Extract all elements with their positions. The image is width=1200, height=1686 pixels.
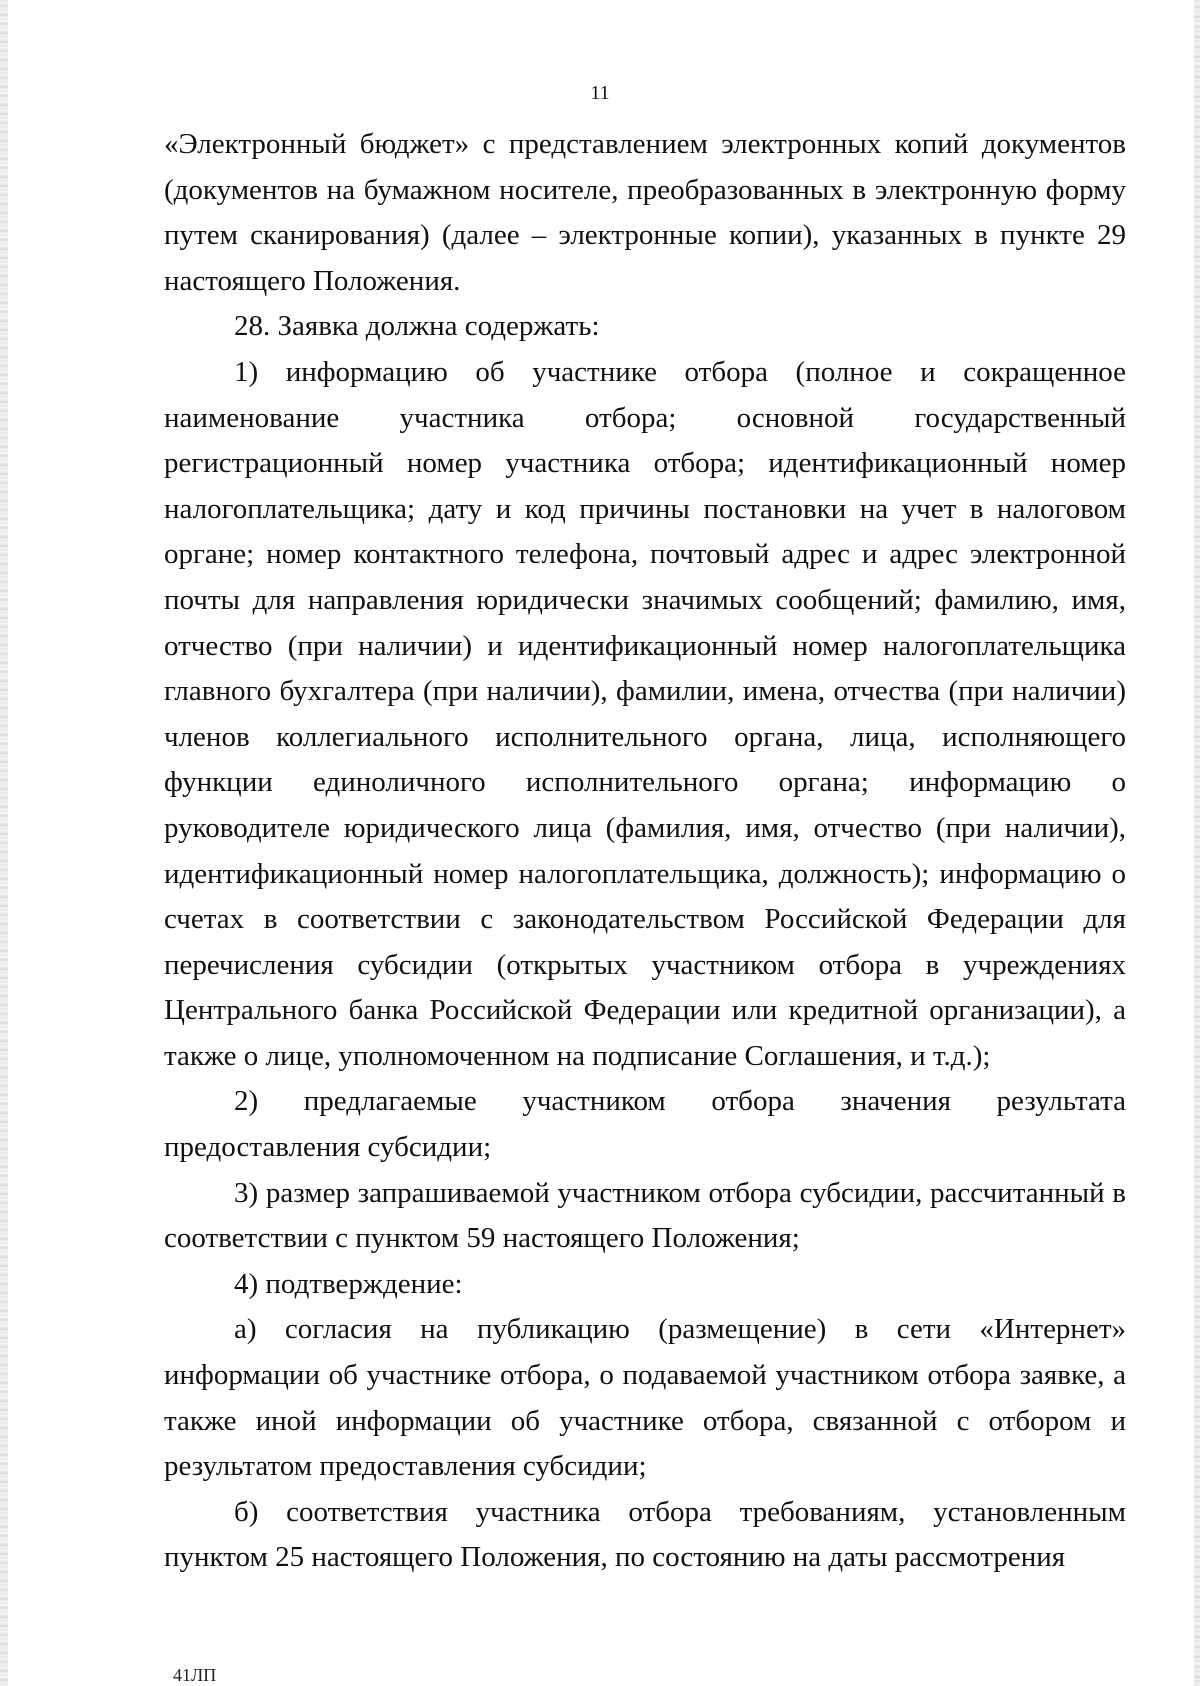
scan-edge-right <box>1194 0 1200 1686</box>
document-body <box>164 122 1126 1581</box>
paragraph-subitem-1: 1) информацию об участнике отбора (полное и сокращенное наименование участника отбора; основной государственный регистрационный номер участника отбора; идентификационный номер налогоплательщика; дату и код причины постановки на учет в налоговом органе; номер контактного телефона, почтовый адрес и адрес электронной почты для направления юридически значимых сообщений; фамилию, имя, отчество (при наличии) и идентификационный номер налогоплательщика главного бухгалтера (при наличии), фамилии, имена, отчества (при наличии) членов коллегиального исполнительного органа, лица, исполняющего функции единоличного исполнительного органа; информацию о руководителе юридического лица (фамилия, имя, отчество (при наличии), идентификационный номер налогоплательщика, должность); информацию о счетах в соответствии с законодательством Российской Федерации для перечисления субсидии (открытых участником отбора в учреждениях Центрального банка Российской Федерации или кредитной организации), а также о лице, уполномоченном на подписание Соглашения, и т.д.); <box>164 355 1126 1072</box>
paragraph-subitem-4b: б) соответствия участника отбора требованиям, установленным пунктом 25 настоящего Положения, по состоянию на даты рассмотрения <box>164 1495 1126 1574</box>
footer-code: 41ЛП <box>173 1665 217 1685</box>
paragraph-item-28: 28. Заявка должна содержать: <box>234 310 600 343</box>
scan-edge-left <box>0 0 8 1686</box>
paragraph-electronic-budget: «Электронный бюджет» с представлением электронных копий документов (документов на бумажном носителе, преобразованных в электронную форму путем сканирования) (далее – электронные копии), указанных в пункте 29 настоящего Положения. <box>164 128 1126 297</box>
paragraph-subitem-3: 3) размер запрашиваемой участником отбора субсидии, рассчитанный в соответствии с пунктом 59 настоящего Положения; <box>164 1176 1126 1255</box>
page-number: 11 <box>590 82 610 104</box>
paragraph-subitem-4: 4) подтверждение: <box>234 1267 463 1300</box>
paragraph-subitem-4a: а) согласия на публикацию (размещение) в сети «Интернет» информации об участнике отбора, о подаваемой участником отбора заявке, а также иной информации об участнике отбора, связанной с отбором и результатом предоставления субсидии; <box>164 1313 1126 1483</box>
paragraph-subitem-2: 2) предлагаемые участником отбора значения результата предоставления субсидии; <box>164 1085 1126 1164</box>
